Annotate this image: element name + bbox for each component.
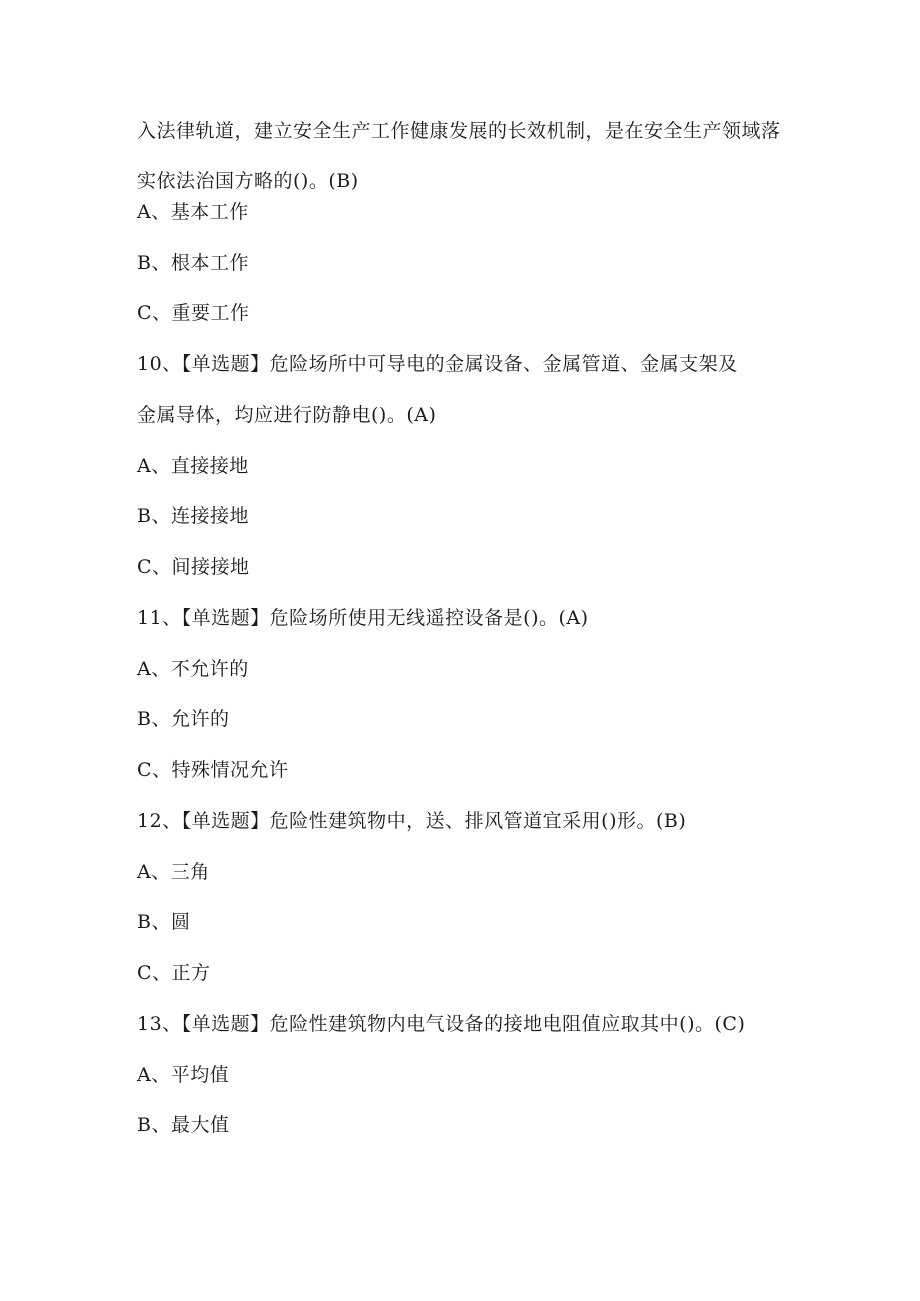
question-13-option-b: B、最大值 [137, 1114, 230, 1136]
question-11-option-b: B、允许的 [137, 708, 230, 730]
question-12-option-c: C、正方 [137, 962, 211, 984]
question-11-option-c: C、特殊情况允许 [137, 759, 289, 781]
question-11-text: 11、【单选题】危险场所使用无线遥控设备是()。(A) [137, 607, 589, 629]
question-10-text-line-2: 金属导体，均应进行防静电()。(A) [137, 404, 437, 426]
question-10-option-a: A、直接接地 [137, 455, 249, 477]
question-9-option-b: B、根本工作 [137, 252, 249, 274]
question-10-text-line-1: 10、【单选题】危险场所中可导电的金属设备、金属管道、金属支架及 [137, 353, 738, 375]
question-10-option-c: C、间接接地 [137, 556, 250, 578]
question-9-text-line-2: 实依法治国方略的()。(B) [137, 170, 359, 192]
question-12-text: 12、【单选题】危险性建筑物中，送、排风管道宜采用()形。(B) [137, 810, 687, 832]
question-9-text-line-1: 入法律轨道，建立安全生产工作健康发展的长效机制，是在安全生产领域落 [137, 120, 781, 142]
question-13-text: 13、【单选题】危险性建筑物内电气设备的接地电阻值应取其中()。(C) [137, 1013, 746, 1035]
question-9-option-c: C、重要工作 [137, 302, 250, 324]
question-9-option-a: A、基本工作 [137, 201, 249, 223]
question-11-option-a: A、不允许的 [137, 658, 249, 680]
question-12-option-b: B、圆 [137, 911, 191, 933]
question-12-option-a: A、三角 [137, 861, 210, 883]
question-13-option-a: A、平均值 [137, 1064, 230, 1086]
question-10-option-b: B、连接接地 [137, 505, 249, 527]
